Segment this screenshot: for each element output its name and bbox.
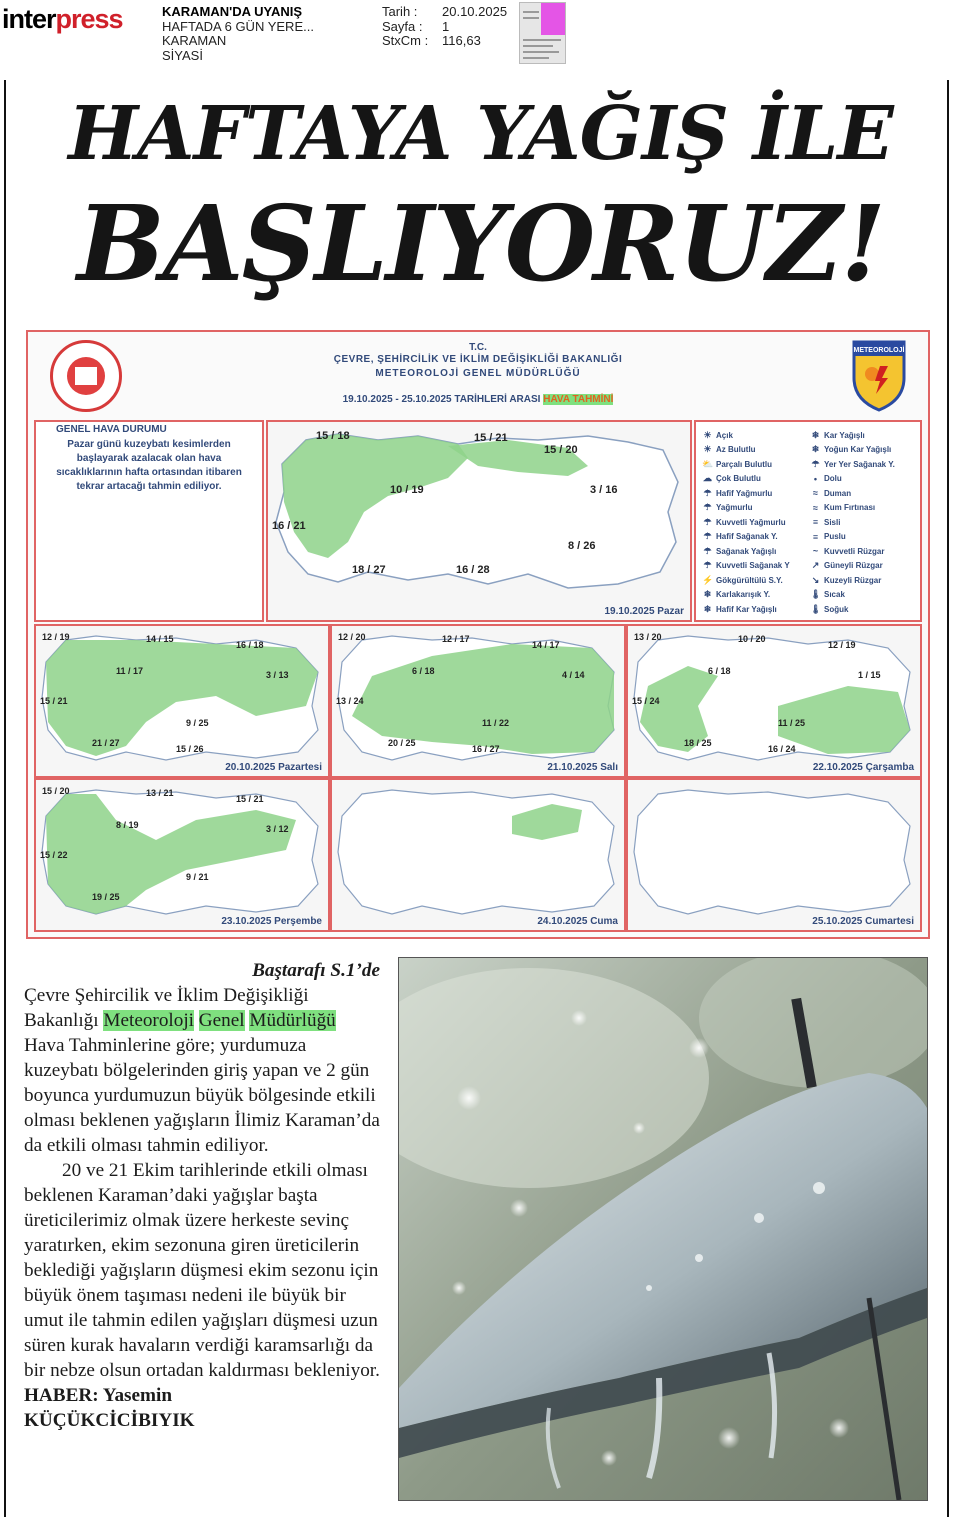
map-date-label: 20.10.2025 Pazartesi — [225, 762, 322, 773]
weather-symbol-icon: ❄ — [703, 589, 712, 600]
map-date-label: 23.10.2025 Perşembe — [221, 916, 322, 927]
temp-label: 11 / 25 — [778, 718, 806, 728]
temp-label: 15 / 26 — [176, 744, 204, 754]
temp-label: 8 / 26 — [568, 540, 596, 552]
temp-label: 4 / 14 — [562, 670, 585, 680]
weather-symbol-icon: • — [813, 473, 818, 484]
forecast-range: 19.10.2025 - 25.10.2025 TARİHLERİ ARASI HAVA TAHMİNİ — [342, 394, 614, 405]
temp-label: 11 / 22 — [482, 718, 510, 728]
publication-name: KARAMAN'DA UYANIŞ — [162, 4, 303, 19]
legend-item — [702, 530, 790, 545]
legend-item — [810, 544, 895, 559]
weather-legend — [694, 420, 922, 622]
paragraph-1: Çevre Şehircilik ve İklim Değişikliği Bakanlığı Meteoroloji Genel Müdürlüğü Hava Tahminlerine göre; yurdumuza kuzeybatı bölgelerinden giriş yapan ve 2 gün boyunca yurdumuzun büyük bölgesinde etkili olması beklenen yağışların İlimiz Karaman’da da etkili olması tahmin ediliyor. — [24, 985, 380, 1156]
legend-item — [702, 515, 790, 530]
temp-label: 3 / 12 — [266, 824, 289, 834]
temp-label: 14 / 15 — [146, 634, 174, 644]
source-reference: Baştarafı S.1’de — [252, 960, 380, 981]
legend-item — [702, 559, 790, 574]
temp-label: 1 / 15 — [858, 670, 881, 680]
legend-label: Yağmurlu — [716, 503, 753, 513]
temp-label: 15 / 24 — [632, 696, 660, 706]
weather-symbol-icon: ☀ — [703, 429, 712, 440]
legend-item — [702, 486, 790, 501]
temp-label: 16 / 21 — [272, 520, 306, 532]
legend-item — [810, 472, 895, 487]
temp-label: 13 / 24 — [336, 696, 364, 706]
legend-label: Yoğun Kar Yağışlı — [824, 445, 892, 455]
article-body — [24, 958, 380, 1433]
legend-item — [702, 602, 790, 617]
weather-symbol-icon: ☁ — [703, 473, 712, 484]
page-thumbnail[interactable] — [519, 2, 566, 64]
weather-symbol-icon: ☀ — [703, 444, 712, 455]
weather-symbol-icon: ❄ — [811, 444, 820, 455]
temp-label: 15 / 21 — [40, 696, 68, 706]
legend-label: Parçalı Bulutlu — [716, 459, 773, 469]
weather-symbol-icon: ☂ — [703, 487, 712, 498]
tc-label: T.C. — [469, 342, 487, 353]
daily-forecast-map — [34, 778, 330, 932]
temp-label: 19 / 25 — [92, 892, 120, 902]
legend-item — [702, 588, 790, 603]
temp-label: 11 / 17 — [116, 666, 144, 676]
temp-label: 9 / 25 — [186, 718, 209, 728]
legend-item — [702, 573, 790, 588]
legend-item — [702, 443, 790, 458]
legend-item — [810, 428, 895, 443]
weather-symbol-icon: ☂ — [703, 516, 712, 527]
temp-label: 21 / 27 — [92, 738, 120, 748]
general-weather-box — [34, 420, 264, 622]
legend-label: Kuvvetli Rüzgar — [824, 546, 885, 556]
legend-label: Puslu — [824, 532, 846, 542]
legend-label: Gökgürültülü S.Y. — [716, 575, 783, 585]
weather-symbol-icon: ⛅ — [702, 458, 714, 469]
legend-item — [810, 530, 895, 545]
temp-label: 8 / 19 — [116, 820, 139, 830]
legend-item — [702, 428, 790, 443]
interpress-logo: interpress — [2, 4, 123, 34]
map-date-label: 24.10.2025 Cuma — [537, 916, 618, 927]
legend-item — [810, 501, 895, 516]
temp-label: 13 / 21 — [146, 788, 174, 798]
legend-item — [702, 457, 790, 472]
legend-label: Kuvvetli Sağanak Y — [716, 561, 790, 571]
weather-symbol-icon: ☂ — [811, 458, 820, 469]
map-date-label: 21.10.2025 Salı — [547, 762, 618, 773]
weather-symbol-icon: ↘ — [811, 574, 820, 585]
highlight-term: Müdürlüğü — [249, 1010, 336, 1031]
headline-line-2: BAŞLIYORUZ! — [76, 182, 884, 305]
legend-label: Açık — [716, 430, 733, 440]
legend-label: Soğuk — [824, 604, 849, 614]
legend-item — [810, 486, 895, 501]
clipping-header — [0, 0, 961, 70]
temp-label: 16 / 27 — [472, 744, 500, 754]
legend-label: Hafif Kar Yağışlı — [716, 604, 777, 614]
daily-forecast-map — [626, 624, 922, 778]
map-date-label: 22.10.2025 Çarşamba — [812, 762, 914, 773]
temp-label: 16 / 28 — [456, 564, 490, 576]
byline-surname: KÜÇÜKCİCİBIYIK — [24, 1410, 195, 1431]
temp-label: 15 / 20 — [42, 786, 70, 796]
weather-forecast-infographic — [26, 330, 930, 939]
daily-forecast-map — [330, 778, 626, 932]
turkey-map-shape — [628, 780, 920, 930]
date-value: 20.10.2025 — [442, 4, 508, 19]
weather-symbol-icon: 🌡 — [810, 589, 822, 600]
general-weather-text: Pazar günü kuzeybatı kesimlerden başlayarak azalacak olan hava sıcaklıklarının hafta ortasından itibaren tekrar artacağı tahmin ediliyor. — [56, 439, 242, 492]
temp-label: 15 / 21 — [474, 432, 508, 444]
turkey-map-shape — [332, 780, 624, 930]
weather-symbol-icon: ≡ — [812, 517, 819, 528]
weather-symbol-icon: ↗ — [811, 560, 820, 571]
legend-label: Dolu — [824, 474, 842, 484]
legend-label: Az Bulutlu — [716, 445, 756, 455]
weather-symbol-icon: ☂ — [703, 531, 712, 542]
temp-label: 16 / 18 — [236, 640, 264, 650]
weather-symbol-icon: ☂ — [703, 502, 712, 513]
legend-column-left — [702, 428, 790, 617]
page-key: Sayfa : — [382, 18, 423, 34]
legend-label: Hafif Sağanak Y. — [716, 532, 778, 542]
temp-label: 20 / 25 — [388, 738, 416, 748]
legend-item — [810, 457, 895, 472]
temp-label: 6 / 18 — [708, 666, 731, 676]
legend-item — [810, 515, 895, 530]
legend-label: Sağanak Yağışlı — [716, 546, 777, 556]
temp-label: 18 / 27 — [352, 564, 386, 576]
byline: HABER: Yasemin — [24, 1385, 173, 1406]
ministry-name: ÇEVRE, ŞEHİRCİLİK VE İKLİM DEĞİŞİKLİĞİ BAKANLIĞI — [333, 354, 623, 365]
paragraph-2: 20 ve 21 Ekim tarihlerinde etkili olması beklenen Karaman’daki yağışlar başta üreticilerimiz olmak üzere herkeste sevinç yaratırken, ekim sezonuna giren üreticilerin beklediği yağışların düşmesi ekim sezonu için büyük önem taşıması nedeni ile büyük bir umut ile tahmin edilen yağışları düşmesi uzun süren kurak havaların verdiği karamsarlığı da bir nebze olsun ortadan kaldırması bekleniyor. — [24, 1160, 380, 1381]
clip-meta-left — [162, 5, 314, 63]
weather-symbol-icon: ❄ — [703, 603, 712, 614]
weather-symbol-icon: ☂ — [703, 560, 712, 571]
daily-forecast-map — [626, 778, 922, 932]
date-key: Tarih : — [382, 4, 418, 19]
weather-symbol-icon: ~ — [812, 546, 819, 557]
temp-label: 3 / 13 — [266, 670, 289, 680]
headline-short: HAFTADA 6 GÜN YERE... — [162, 18, 314, 34]
legend-label: Yer Yer Sağanak Y. — [824, 459, 895, 469]
umbrella-illustration — [399, 958, 927, 1500]
turkey-map-shape — [36, 780, 328, 930]
forecast-header — [28, 332, 928, 418]
legend-label: Sisli — [824, 517, 841, 527]
turkey-map-shape — [268, 422, 690, 620]
temp-label: 15 / 22 — [40, 850, 68, 860]
weather-symbol-icon: 🌡 — [810, 603, 822, 614]
legend-label: Çok Bulutlu — [716, 474, 761, 484]
temp-label: 15 / 18 — [316, 430, 350, 442]
temp-label: 9 / 21 — [186, 872, 209, 882]
legend-label: Karlakarışık Y. — [716, 590, 771, 600]
meteoroloji-logo-text: METEOROLOJİ — [853, 347, 905, 354]
map-date-label: 19.10.2025 Pazar — [604, 606, 684, 617]
legend-label: Hafif Yağmurlu — [716, 488, 773, 498]
daily-forecast-map — [34, 624, 330, 778]
highlight-term: Meteoroloji — [103, 1010, 194, 1031]
weather-symbol-icon: ☂ — [703, 545, 712, 556]
temp-label: 3 / 16 — [590, 484, 618, 496]
temp-label: 12 / 19 — [42, 632, 70, 642]
temp-label: 18 / 25 — [684, 738, 712, 748]
weather-symbol-icon: ❄ — [811, 429, 820, 440]
temp-label: 6 / 18 — [412, 666, 435, 676]
temp-label: 12 / 20 — [338, 632, 366, 642]
size-key: StxCm : — [382, 33, 429, 48]
directorate-name: METEOROLOJİ GENEL MÜDÜRLÜĞÜ — [375, 368, 581, 379]
clip-meta-right — [382, 5, 507, 49]
legend-item — [702, 544, 790, 559]
headline-line-1: HAFTAYA YAĞIŞ İLE — [68, 91, 893, 177]
clip-city: KARAMAN — [162, 33, 227, 48]
legend-label: Güneyli Rüzgar — [824, 561, 883, 571]
weather-symbol-icon: ≈ — [813, 488, 818, 499]
weather-symbol-icon: ⚡ — [702, 574, 714, 585]
temp-label: 15 / 20 — [544, 444, 578, 456]
temp-label: 12 / 19 — [828, 640, 856, 650]
legend-item — [702, 501, 790, 516]
legend-label: Kar Yağışlı — [824, 430, 865, 440]
temp-label: 10 / 20 — [738, 634, 766, 644]
clip-category: SİYASİ — [162, 47, 203, 63]
temp-label: 15 / 21 — [236, 794, 264, 804]
umbrella-rain-photo — [398, 957, 928, 1501]
meteoroloji-logo — [850, 338, 908, 412]
temp-label: 14 / 17 — [532, 640, 560, 650]
legend-label: Sıcak — [824, 590, 845, 600]
daily-forecast-map — [330, 624, 626, 778]
legend-column-right — [810, 428, 895, 617]
legend-label: Kuzeyli Rüzgar — [824, 575, 882, 585]
legend-label: Duman — [824, 488, 852, 498]
legend-item — [810, 588, 895, 603]
legend-label: Kum Fırtınası — [824, 503, 876, 513]
temp-label: 16 / 24 — [768, 744, 796, 754]
general-weather-title: GENEL HAVA DURUMU — [56, 424, 167, 435]
weather-symbol-icon: ≡ — [812, 531, 819, 542]
legend-item — [810, 573, 895, 588]
legend-item — [810, 443, 895, 458]
thumbnail-highlight — [541, 3, 565, 35]
size-value: 116,63 — [442, 33, 481, 48]
temp-label: 12 / 17 — [442, 634, 470, 644]
main-forecast-map — [266, 420, 692, 622]
highlight-term: Genel — [198, 1010, 245, 1031]
map-date-label: 25.10.2025 Cumartesi — [812, 916, 914, 927]
weather-symbol-icon: ≈ — [813, 502, 818, 513]
legend-item — [810, 559, 895, 574]
temp-label: 10 / 19 — [390, 484, 424, 496]
page-value: 1 — [442, 18, 450, 34]
temp-label: 13 / 20 — [634, 632, 662, 642]
legend-item — [810, 602, 895, 617]
legend-item — [702, 472, 790, 487]
legend-label: Kuvvetli Yağmurlu — [716, 517, 786, 527]
